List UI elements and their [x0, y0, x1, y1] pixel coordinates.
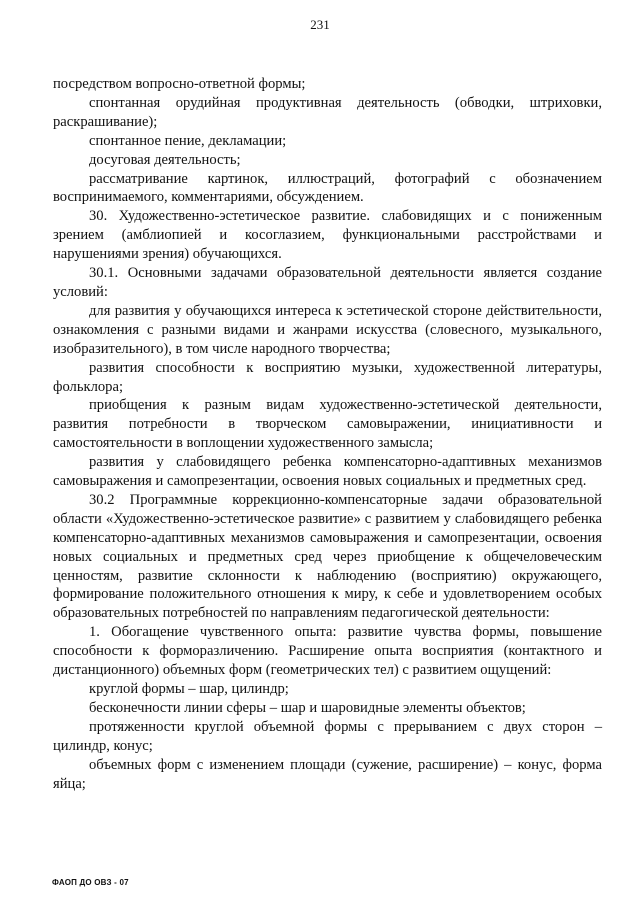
- paragraph: 30.1. Основными задачами образовательной деятельности является создание условий:: [53, 265, 602, 300]
- paragraph: приобщения к разным видам художественно-эстетической деятельности, развития потребности в творческом самовыражении, инициативности и самостоятельности в воплощении художественного замысла;: [53, 397, 602, 452]
- paragraph: развития у слабовидящего ребенка компенсаторно-адаптивных механизмов самовыражения и самопрезентации, освоения новых социальных и предметных сред.: [53, 454, 602, 490]
- paragraph: бесконечности линии сферы – шар и шаровидные элементы объектов;: [89, 699, 526, 716]
- paragraph: досуговая деятельность;: [89, 151, 241, 168]
- paragraph: протяженности круглой объемной формы с прерыванием с двух сторон – цилиндр, конус;: [53, 718, 602, 754]
- document-footer: ФАОП ДО ОВЗ - 07: [52, 878, 129, 887]
- page-number: 231: [310, 17, 330, 32]
- paragraph: 1. Обогащение чувственного опыта: развитие чувства формы, повышение способности к форморазличению. Расширение опыта восприятия (контактного и дистанционного) объемных форм (геометрических тел) с развитием ощущений:: [53, 624, 602, 679]
- paragraph: развития способности к восприятию музыки, художественной литературы, фольклора;: [53, 359, 602, 395]
- paragraph: спонтанное пение, декламации;: [89, 132, 287, 149]
- paragraph: посредством вопросно-ответной формы;: [53, 76, 306, 92]
- document-body: [53, 75, 602, 793]
- paragraph: рассматривание картинок, иллюстраций, фотографий с обозначением воспринимаемого, комментариями, обсуждением.: [53, 170, 602, 206]
- paragraph: для развития у обучающихся интереса к эстетической стороне действительности, ознакомления с разными видами и жанрами искусства (словесного, музыкального, изобразительного), в том числе народного творчества;: [53, 302, 602, 357]
- paragraph: объемных форм с изменением площади (сужение, расширение) – конус, форма яйца;: [53, 756, 602, 792]
- paragraph: спонтанная орудийная продуктивная деятельность (обводки, штриховки, раскрашивание);: [53, 94, 602, 130]
- section-heading-30: 30. Художественно-эстетическое развитие. слабовидящих и с пониженным зрением (амблиопией и косоглазием, функциональными расстройствами и нарушениями зрения) обучающихся.: [53, 208, 602, 263]
- paragraph: круглой формы – шар, цилиндр;: [89, 681, 289, 697]
- paragraph: 30.2 Программные коррекционно-компенсаторные задачи образовательной области «Художественно-эстетическое развитие» с развитием у слабовидящего ребенка компенсаторно-адаптивных механизмов самовыражения и самопрезентации, освоения новых социальных и предметных сред через приобщение к общечеловеческим ценностям, развитие склонности к наблюдению (восприятию) окружающего, формирование положительного отношения к миру, к себе и удовлетворением особых образовательных потребностей по направлениям педагогической деятельности:: [53, 491, 602, 622]
